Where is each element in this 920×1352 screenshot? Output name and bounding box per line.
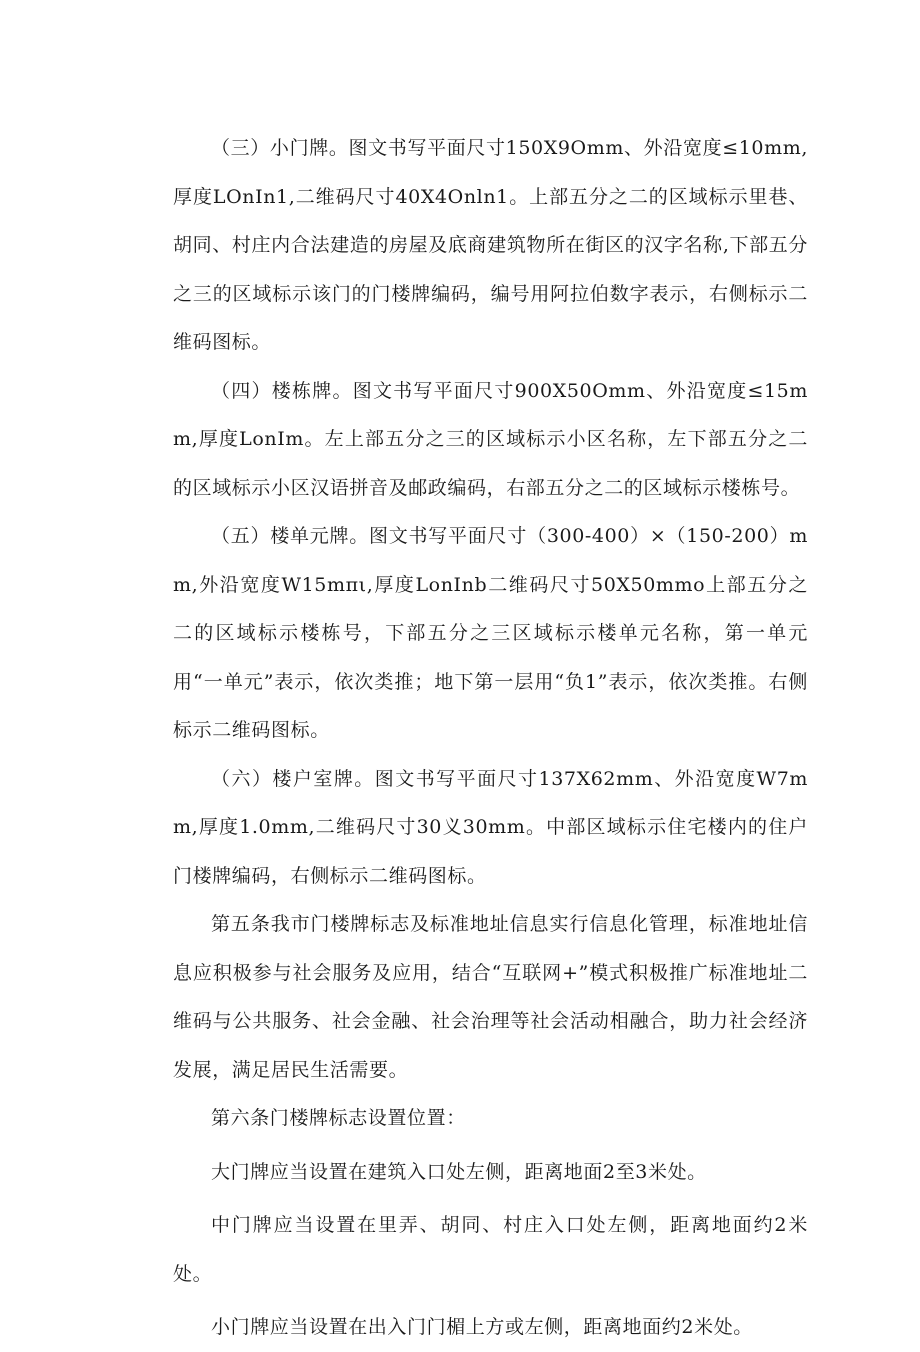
paragraph-article-six-heading: 第六条门楼牌标志设置位置： bbox=[211, 1107, 466, 1129]
paragraph-unit-plate: （五）楼单元牌。图文书写平面尺寸（300-400）×（150-200）mm,外沿宽度W15mπι,厚度LonInb二维码尺寸50X50mmo上部五分之二的区域标示楼栋号，下部五分之三区域标示楼单元名称，第一单元用“一单元”表示，依次类推；地下第一层用“负1”表示，依次类推。右侧标示二维码图标。 bbox=[173, 525, 808, 741]
paragraph-article-five: 第五条我市门楼牌标志及标准地址信息实行信息化管理，标准地址信息应积极参与社会服务及应用，结合“互联网+”模式积极推广标准地址二维码与公共服务、社会金融、社会治理等社会活动相融合，助力社会经济发展，满足居民生活需要。 bbox=[173, 913, 808, 1081]
paragraph-small-door-plate: （三）小门牌。图文书写平面尺寸150X9Omm、外沿宽度≤10mm,厚度LOnIn1,二维码尺寸40X4Onln1。上部五分之二的区域标示里巷、胡同、村庄内合法建造的房屋及底商建筑物所在街区的汉字名称,下部五分之三的区域标示该门的门楼牌编码，编号用阿拉伯数字表示，右侧标示二维码图标。 bbox=[173, 137, 808, 353]
paragraph-medium-door-position: 中门牌应当设置在里弄、胡同、村庄入口处左侧，距离地面约2米处。 bbox=[173, 1214, 808, 1285]
paragraph-building-plate: （四）楼栋牌。图文书写平面尺寸900X50Omm、外沿宽度≤15mm,厚度LonIm。左上部五分之三的区域标示小区名称，左下部五分之二的区域标示小区汉语拼音及邮政编码，右部五分之二的区域标示楼栋号。 bbox=[173, 379, 808, 499]
document-page bbox=[173, 124, 808, 1352]
paragraph-large-door-position: 大门牌应当设置在建筑入口处左侧，距离地面2至3米处。 bbox=[211, 1160, 707, 1183]
paragraph-room-plate: （六）楼户室牌。图文书写平面尺寸137X62mm、外沿宽度W7mm,厚度1.0mm,二维码尺寸30义30mm。中部区域标示住宅楼内的住户门楼牌编码，右侧标示二维码图标。 bbox=[173, 767, 808, 887]
paragraph-small-door-position: 小门牌应当设置在出入门门楣上方或左侧，距离地面约2米处。 bbox=[211, 1316, 753, 1338]
